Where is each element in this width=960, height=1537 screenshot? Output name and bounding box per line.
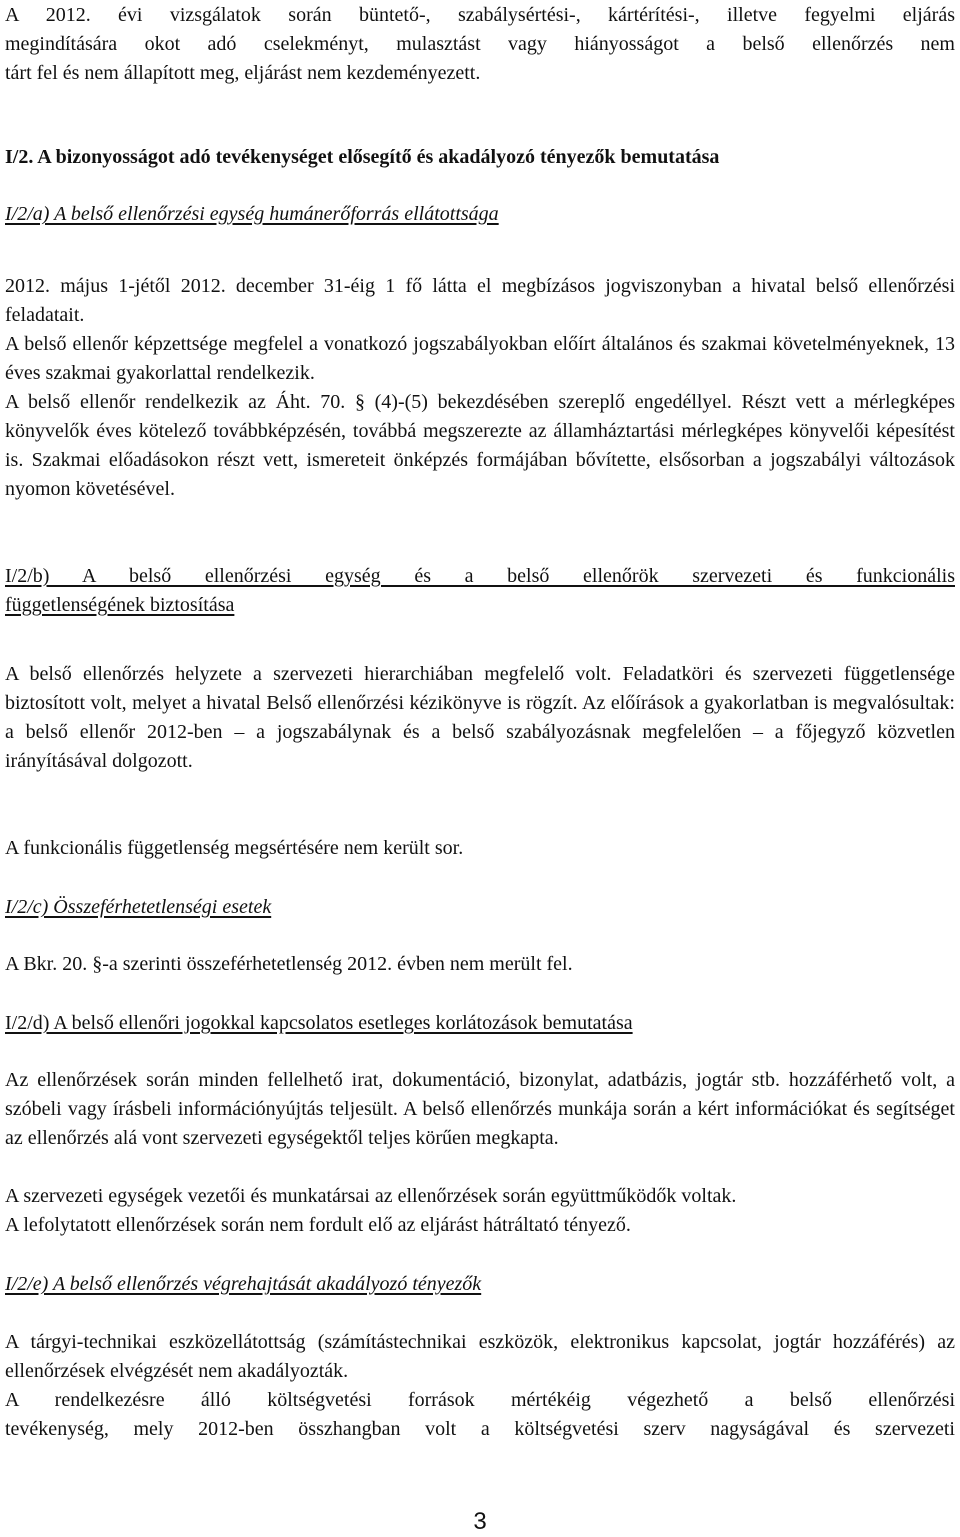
paragraph-d1: Az ellenőrzések során minden fellelhető irat, dokumentáció, bizonylat, adatbázis, jogtár stb. hozzáférhető volt, a szóbeli vagy írásbeli információnyújtás teljesült. A belső ellenőrzés munkája során a kért információkat és segítséget az ellenőrzés alá vont szervezeti egységektől teljes körűen megkapta. — [5, 1069, 955, 1149]
subheading-b-line-2 — [5, 591, 955, 620]
section-heading: I/2. A bizonyosságot adó tevékenységet elősegítő és akadályozó tényezők bemutatása — [5, 146, 720, 168]
intro-line-3: tárt fel és nem állapított meg, eljárást nem kezdeményezett. — [5, 62, 481, 84]
subheading-c — [5, 893, 955, 922]
paragraph-a3: A belső ellenőr rendelkezik az Áht. 70. § (4)-(5) bekezdésében szereplő engedéllyel. Részt vett a mérlegképes könyvelők éves kötelező továbbképzésén, továbbá megszerezte az államháztartási mérlegképes könyvelői képesítést is. Szakmai előadásokon részt vett, ismereteit önképzés formájában bővítette, elsősorban a jogszabályi változások nyomon követésével. — [5, 391, 955, 500]
paragraph-e2-line-2: tevékenység, mely 2012-ben összhangban volt a költségvetési szerv nagyságával és szervezeti — [5, 1418, 955, 1440]
page-number: 3 — [473, 1508, 487, 1535]
subheading-a — [5, 200, 955, 229]
subheading-e-text: I/2/e) A belső ellenőrzés végrehajtását akadályozó tényezők — [5, 1273, 482, 1295]
subheading-d-text: I/2/d) A belső ellenőri jogokkal kapcsolatos esetleges korlátozások bemutatása — [5, 1012, 633, 1034]
paragraph-a1: 2012. május 1-jétől 2012. december 31-éig 1 fő látta el megbízásos jogviszonyban a hivatal belső ellenőrzési feladatait. — [5, 275, 955, 326]
intro-line-2: megindítására okot adó cselekményt, mulasztást vagy hiányosságot a belső ellenőrzés nem — [5, 33, 955, 55]
paragraph-e2-line-1: A rendelkezésre álló költségvetési források mértékéig végezhető a belső ellenőrzési — [5, 1389, 955, 1411]
paragraph-b1: A belső ellenőrzés helyzete a szervezeti hierarchiában megfelelő volt. Feladatköri és szervezeti függetlensége biztosított volt, melyet a hivatal Belső ellenőrzési kézikönyve is rögzít. Az előírások a gyakorlatban is megvalósultak: a belső ellenőr 2012-ben – a jogszabálynak és a belső szabályozásnak megfelelően – a főjegyző közvetlen irányításával dolgozott. — [5, 663, 955, 772]
paragraph-d3: A lefolytatott ellenőrzések során nem fordult elő az eljárást hátráltató tényező. — [5, 1214, 631, 1236]
paragraph-e1: A tárgyi-technikai eszközellátottság (számítástechnikai eszközök, elektronikus kapcsolat, jogtár hozzáférés) az ellenőrzések elvégzését nem akadályozták. — [5, 1331, 955, 1382]
paragraph-b2: A funkcionális függetlenség megsértésére nem került sor. — [5, 837, 464, 859]
paragraph-a2: A belső ellenőr képzettsége megfelel a vonatkozó jogszabályokban előírt általános és szakmai követelményeknek, 13 éves szakmai gyakorlattal rendelkezik. — [5, 333, 955, 384]
paragraph-c1: A Bkr. 20. §-a szerinti összeférhetetlenség 2012. évben nem merült fel. — [5, 953, 573, 975]
intro-line-1: A 2012. évi vizsgálatok során büntető-, szabálysértési-, kártérítési-, illetve fegyelmi eljárás — [5, 4, 955, 26]
subheading-c-text: I/2/c) Összeférhetetlenségi esetek — [5, 896, 272, 918]
subheading-b-line-2-text: függetlenségének biztosítása — [5, 594, 235, 616]
paragraph-d2: A szervezeti egységek vezetői és munkatársai az ellenőrzések során együttműködők voltak. — [5, 1185, 737, 1207]
subheading-b-line-1: I/2/b) A belső ellenőrzési egység és a belső ellenőrök szervezeti és funkcionális — [5, 565, 955, 587]
subheading-e — [5, 1270, 955, 1299]
subheading-a-text: I/2/a) A belső ellenőrzési egység humánerőforrás ellátottsága — [5, 203, 499, 225]
subheading-d — [5, 1009, 955, 1038]
